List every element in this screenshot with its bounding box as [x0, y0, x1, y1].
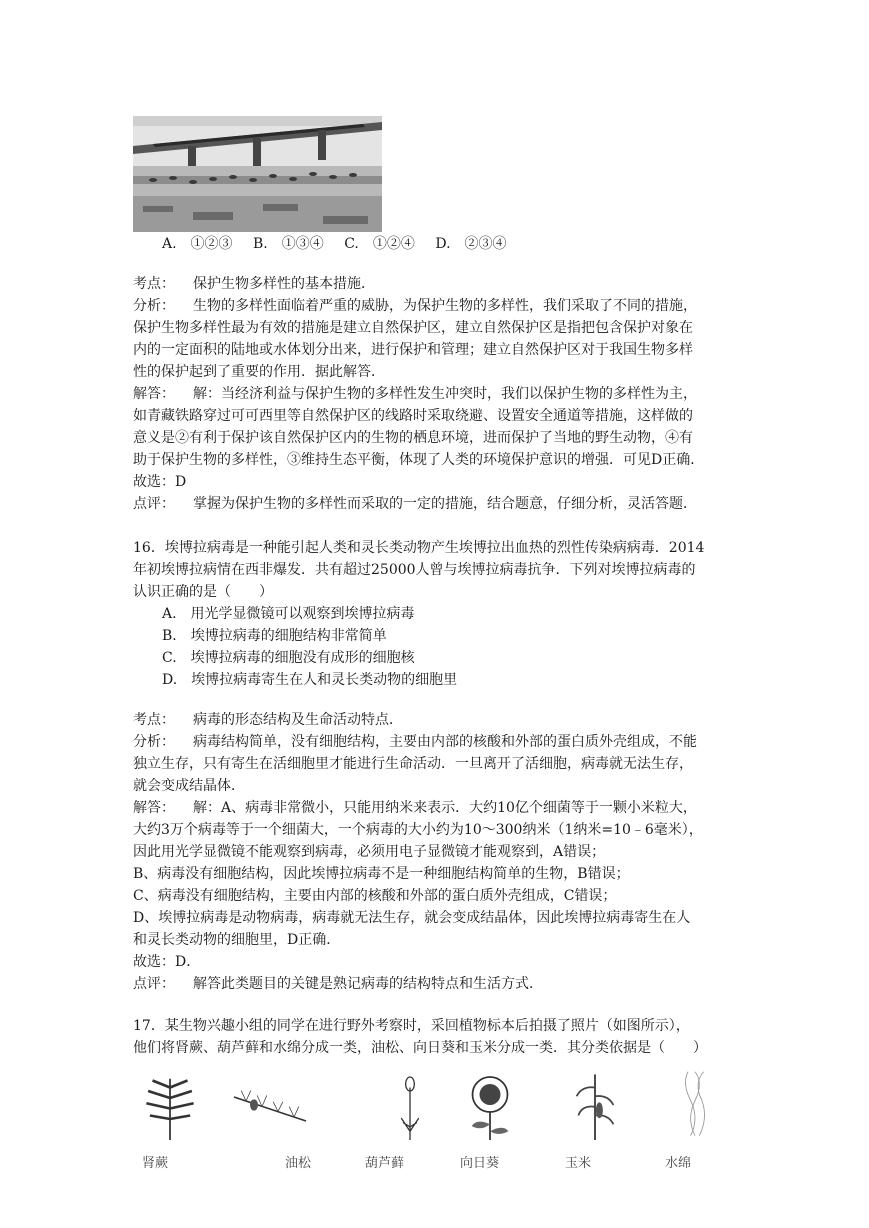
q16-stem: 年初埃博拉病情在西非爆发．共有超过25000人曾与埃博拉病毒抗争．下列对埃博拉病毒的	[133, 562, 696, 578]
fenxi-line: 病毒结构简单，没有细胞结构，主要由内部的核酸和外部的蛋白质外壳组成，不能	[193, 734, 697, 750]
jieda-label: 解答：	[133, 800, 175, 816]
q15-option-b[interactable]: B. ①③④	[253, 236, 324, 252]
dianping-label: 点评：	[133, 976, 175, 992]
q16-option-c[interactable]: C. 埃博拉病毒的细胞没有成形的细胞核	[162, 650, 415, 666]
dianping-label: 点评：	[133, 496, 175, 512]
jieda-line: 和灵长类动物的细胞里，D正确．	[133, 932, 341, 948]
plant-label-moss: 葫芦藓	[365, 1156, 405, 1171]
fenxi-line: 就会变成结晶体．	[133, 778, 245, 794]
plant-figure	[130, 1070, 730, 1190]
dianping-text: 掌握为保护生物的多样性而采取的一定的措施，结合题意，仔细分析，灵活答题．	[193, 496, 697, 512]
q15-option-d[interactable]: D. ②③④	[435, 236, 507, 252]
q15-fenxi	[133, 296, 697, 316]
fenxi-line: 保护生物多样性最为有效的措施是建立自然保护区，建立自然保护区是指把包含保护对象在	[133, 320, 693, 336]
plant-label-algae: 水绵	[665, 1156, 692, 1171]
jieda-line: B、病毒没有细胞结构，因此埃博拉病毒不是一种细胞结构简单的生物，B错误；	[133, 866, 630, 882]
fenxi-line: 性的保护起到了重要的作用．据此解答．	[133, 364, 385, 380]
q16-jieda	[133, 798, 697, 818]
q15-kaodian	[133, 274, 375, 294]
jieda-line: 大约3万个病毒等于一个细菌大，一个病毒的大小约为10～300纳米（1纳米=10﹣6毫米），	[133, 822, 703, 838]
algae-icon	[655, 1070, 735, 1140]
q16-kaodian	[133, 710, 403, 730]
q16-option-d[interactable]: D. 埃博拉病毒寄生在人和灵长类动物的细胞里	[162, 672, 458, 688]
dianping-text: 解答此类题目的关键是熟记病毒的结构特点和生活方式．	[193, 976, 543, 992]
jieda-line: 解：A、病毒非常微小，只能用纳米来表示．大约10亿个细菌等于一颗小米粒大，	[193, 800, 697, 816]
fenxi-line: 独立生存，只有寄生在活细胞里才能进行生命活动．一旦离开了活细胞，病毒就无法生存，	[133, 756, 693, 772]
moss-icon	[370, 1070, 450, 1140]
q15-option-a[interactable]: A. ①②③	[162, 236, 233, 252]
q16-option-b[interactable]: B. 埃博拉病毒的细胞结构非常简单	[162, 628, 387, 644]
q16-stem: 16．埃博拉病毒是一种能引起人类和灵长类动物产生埃博拉出血热的烈性传染病病毒．2014	[133, 540, 705, 556]
fenxi-label: 分析：	[133, 734, 175, 750]
fenxi-label: 分析：	[133, 298, 175, 314]
bridge-photo	[133, 116, 382, 232]
pine-icon	[230, 1070, 310, 1140]
jieda-line: 如青藏铁路穿过可可西里等自然保护区的线路时采取绕避、设置安全通道等措施，这样做的	[133, 408, 693, 424]
jieda-line: D、埃博拉病毒是动物病毒，病毒就无法生存，就会变成结晶体，因此埃博拉病毒寄生在人	[133, 910, 691, 926]
fenxi-line: 内的一定面积的陆地或水体划分出来，进行保护和管理；建立自然保护区对于我国生物多样	[133, 342, 693, 358]
q17-stem: 他们将肾蕨、葫芦藓和水绵分成一类，油松、向日葵和玉米分成一类．其分类依据是（ ）	[133, 1040, 707, 1056]
jieda-label: 解答：	[133, 386, 175, 402]
q15-options	[162, 234, 507, 254]
sunflower-icon	[450, 1070, 530, 1140]
q17-stem: 17．某生物兴趣小组的同学在进行野外考察时，采回植物标本后拍摄了照片（如图所示），	[133, 1018, 690, 1034]
kaodian-text: 保护生物多样性的基本措施．	[193, 276, 375, 292]
plant-label-corn: 玉米	[565, 1156, 592, 1171]
fenxi-line: 生物的多样性面临着严重的威胁，为保护生物的多样性，我们采取了不同的措施，	[193, 298, 697, 314]
plant-label-fern: 肾蕨	[142, 1156, 169, 1171]
kaodian-text: 病毒的形态结构及生命活动特点．	[193, 712, 403, 728]
q16-stem: 认识正确的是（ ）	[133, 584, 273, 600]
q15-option-c[interactable]: C. ①②④	[344, 236, 415, 252]
plant-label-pine: 油松	[285, 1156, 312, 1171]
q16-fenxi	[133, 732, 697, 752]
q15-dianping	[133, 494, 697, 514]
guxuan: 故选：D	[133, 474, 187, 490]
jieda-line: 意义是②有利于保护该自然保护区内的生物的栖息环境，进而保护了当地的野生动物，④有	[133, 430, 693, 446]
q16-dianping	[133, 974, 543, 994]
fern-icon	[130, 1070, 210, 1140]
q15-jieda	[133, 384, 697, 404]
corn-icon	[555, 1070, 635, 1140]
kaodian-label: 考点：	[133, 276, 175, 292]
q16-option-a[interactable]: A. 用光学显微镜可以观察到埃博拉病毒	[162, 606, 415, 622]
jieda-line: C、病毒没有细胞结构，主要由内部的核酸和外部的蛋白质外壳组成，C错误；	[133, 888, 617, 904]
jieda-line: 助于保护生物的多样性，③维持生态平衡，体现了人类的环境保护意识的增强．可见D正确．	[133, 452, 705, 468]
jieda-line: 解：当经济利益与保护生物的多样性发生冲突时，我们以保护生物的多样性为主，	[193, 386, 697, 402]
kaodian-label: 考点：	[133, 712, 175, 728]
guxuan: 故选：D．	[133, 954, 201, 970]
plant-label-sunflower: 向日葵	[460, 1156, 500, 1171]
jieda-line: 因此用光学显微镜不能观察到病毒，必须用电子显微镜才能观察到，A错误；	[133, 844, 606, 860]
